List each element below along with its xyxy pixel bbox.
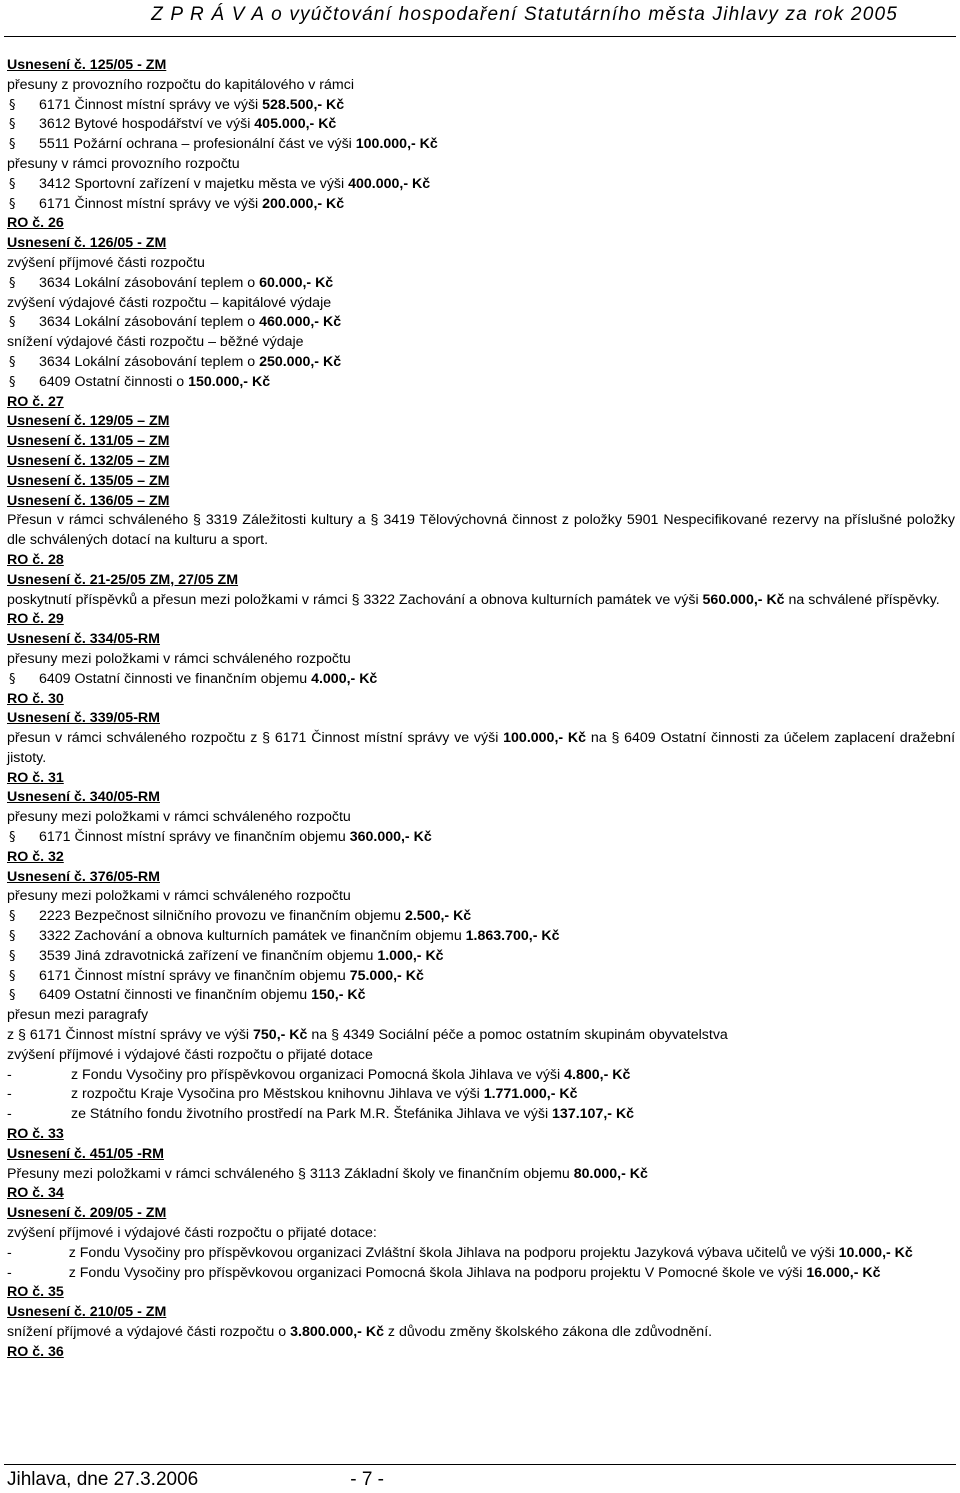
resolution-heading: Usnesení č. 334/05-RM — [7, 631, 160, 648]
ro-heading: RO č. 34 — [7, 1185, 64, 1202]
paragraph: Přesuny mezi položkami v rámci schváleného § 3113 Základní školy ve finančním objemu 80.000,- Kč — [7, 1165, 648, 1182]
ro-heading: RO č. 36 — [7, 1343, 64, 1360]
resolution-heading: Usnesení č. 131/05 – ZM — [7, 433, 170, 450]
page-header — [0, 0, 960, 38]
ro-heading: RO č. 31 — [7, 769, 64, 786]
resolution-heading: Usnesení č. 339/05-RM — [7, 710, 160, 727]
paragraph: přesuny mezi položkami v rámci schváleného rozpočtu — [7, 888, 351, 905]
page-footer — [0, 1464, 960, 1493]
paragraph: snížení příjmové a výdajové části rozpočtu o 3.800.000,- Kč z důvodu změny školského zákona dle zdůvodnění. — [7, 1324, 713, 1340]
ro-heading: RO č. 28 — [7, 551, 64, 568]
budget-item: § 3322 Zachování a obnova kulturních památek ve finančním objemu 1.863.700,- Kč — [7, 927, 955, 947]
paragraph: přesun mezi paragrafy — [7, 1007, 149, 1024]
resolution-heading: Usnesení č. 210/05 - ZM — [7, 1304, 167, 1321]
resolution-heading: Usnesení č. 136/05 – ZM — [7, 492, 170, 509]
ro-heading: RO č. 32 — [7, 848, 64, 865]
budget-item: § 6409 Ostatní činnosti ve finančním objemu 4.000,- Kč — [7, 670, 955, 690]
resolution-heading: Usnesení č. 125/05 - ZM — [7, 57, 167, 73]
paragraph: přesuny mezi položkami v rámci schváleného rozpočtu — [7, 650, 351, 667]
page-number: - 7 - — [350, 1469, 384, 1490]
budget-item: § 6409 Ostatní činnosti o 150.000,- Kč — [7, 373, 955, 393]
budget-item: § 2223 Bezpečnost silničního provozu ve finančním objemu 2.500,- Kč — [7, 907, 955, 927]
paragraph: zvýšení příjmové i výdajové části rozpočtu o přijaté dotace — [7, 1046, 373, 1063]
document-title: Z P R Á V A o vyúčtování hospodaření Statutárního města Jihlavy za rok 2005 — [151, 4, 898, 25]
budget-item: § 6171 Činnost místní správy ve výši 200.000,- Kč — [7, 195, 955, 215]
budget-item: § 3539 Jiná zdravotnická zařízení ve finančním objemu 1.000,- Kč — [7, 947, 955, 967]
ro-heading: RO č. 30 — [7, 690, 64, 707]
resolution-heading: Usnesení č. 340/05-RM — [7, 789, 160, 806]
paragraph: přesuny mezi položkami v rámci schváleného rozpočtu — [7, 809, 351, 826]
ro-heading: RO č. 33 — [7, 1126, 64, 1143]
resolution-heading: Usnesení č. 451/05 -RM — [7, 1145, 164, 1162]
resolution-heading: Usnesení č. 132/05 – ZM — [7, 452, 170, 469]
paragraph: Přesun v rámci schváleného § 3319 Záležitosti kultury a § 3419 Tělovýchovná činnost z položky 5901 Nespecifikované rezervy na příslušné položky dle schválených dotací na kulturu a sport. — [7, 512, 955, 549]
place-date: Jihlava, dne 27.3.2006 — [7, 1469, 199, 1490]
paragraph: z § 6171 Činnost místní správy ve výši 750,- Kč na § 4349 Sociální péče a pomoc ostatním skupinám obyvatelstva — [7, 1027, 728, 1044]
paragraph: poskytnutí příspěvků a přesun mezi položkami v rámci § 3322 Zachování a obnova kulturních památek ve výši 560.000,- Kč na schválené příspěvky. — [7, 591, 940, 608]
paragraph: zvýšení výdajové části rozpočtu – kapitálové výdaje — [7, 294, 332, 311]
ro-heading: RO č. 26 — [7, 215, 64, 232]
budget-item: § 3612 Bytové hospodářství ve výši 405.000,- Kč — [7, 115, 955, 135]
paragraph: zvýšení příjmové i výdajové části rozpočtu o přijaté dotace: — [7, 1225, 377, 1242]
budget-item: § 3634 Lokální zásobování teplem o 60.000,- Kč — [7, 274, 955, 294]
budget-item: § 6171 Činnost místní správy ve výši 528.500,- Kč — [7, 96, 955, 116]
footer-text — [7, 1469, 384, 1491]
paragraph: přesuny v rámci provozního rozpočtu — [7, 155, 240, 172]
paragraph: přesuny z provozního rozpočtu do kapitálového v rámci — [7, 76, 354, 93]
resolution-heading: Usnesení č. 135/05 – ZM — [7, 472, 170, 489]
grant-item: - z Fondu Vysočiny pro příspěvkovou organizaci Zvláštní škola Jihlava na podporu projektu Jazyková výbava učitelů ve výši 10.000,- Kč — [7, 1244, 913, 1261]
paragraph: zvýšení příjmové části rozpočtu — [7, 254, 205, 271]
resolution-heading: Usnesení č. 21-25/05 ZM, 27/05 ZM — [7, 571, 239, 588]
budget-item: § 6171 Činnost místní správy ve finančním objemu 75.000,- Kč — [7, 967, 955, 987]
header-divider — [4, 36, 956, 37]
document-body — [7, 56, 955, 1363]
ro-heading: RO č. 35 — [7, 1284, 64, 1301]
paragraph: přesun v rámci schváleného rozpočtu z § 6171 Činnost místní správy ve výši 100.000,- Kč na § 6409 Ostatní činnosti za účelem zaplacení dražební jistoty. — [7, 730, 956, 766]
budget-item: § 3412 Sportovní zařízení v majetku města ve výši 400.000,- Kč — [7, 175, 955, 195]
grant-item: - z Fondu Vysočiny pro příspěvkovou organizaci Pomocná škola Jihlava ve výši 4.800,- Kč — [7, 1066, 631, 1083]
grant-item: - z rozpočtu Kraje Vysočina pro Městskou knihovnu Jihlava ve výši 1.771.000,- Kč — [7, 1086, 578, 1103]
grant-item: - ze Státního fondu životního prostředí na Park M.R. Štefánika Jihlava ve výši 137.107,- Kč — [7, 1106, 635, 1123]
ro-heading: RO č. 27 — [7, 393, 64, 410]
ro-heading: RO č. 29 — [7, 611, 64, 628]
resolution-heading: Usnesení č. 209/05 - ZM — [7, 1205, 167, 1222]
budget-item: § 3634 Lokální zásobování teplem o 460.000,- Kč — [7, 313, 955, 333]
resolution-heading: Usnesení č. 129/05 – ZM — [7, 413, 170, 430]
grant-item: - z Fondu Vysočiny pro příspěvkovou organizaci Pomocná škola Jihlava na podporu projektu V Pomocné škole ve výši 16.000,- Kč — [7, 1264, 881, 1281]
budget-item: § 5511 Požární ochrana – profesionální část ve výši 100.000,- Kč — [7, 135, 955, 155]
resolution-heading: Usnesení č. 376/05-RM — [7, 868, 160, 885]
budget-item: § 6409 Ostatní činnosti ve finančním objemu 150,- Kč — [7, 986, 955, 1006]
budget-item: § 3634 Lokální zásobování teplem o 250.000,- Kč — [7, 353, 955, 373]
budget-item: § 6171 Činnost místní správy ve finančním objemu 360.000,- Kč — [7, 828, 955, 848]
paragraph: snížení výdajové části rozpočtu – běžné výdaje — [7, 334, 304, 351]
footer-divider — [4, 1464, 956, 1465]
resolution-heading: Usnesení č. 126/05 - ZM — [7, 235, 167, 252]
